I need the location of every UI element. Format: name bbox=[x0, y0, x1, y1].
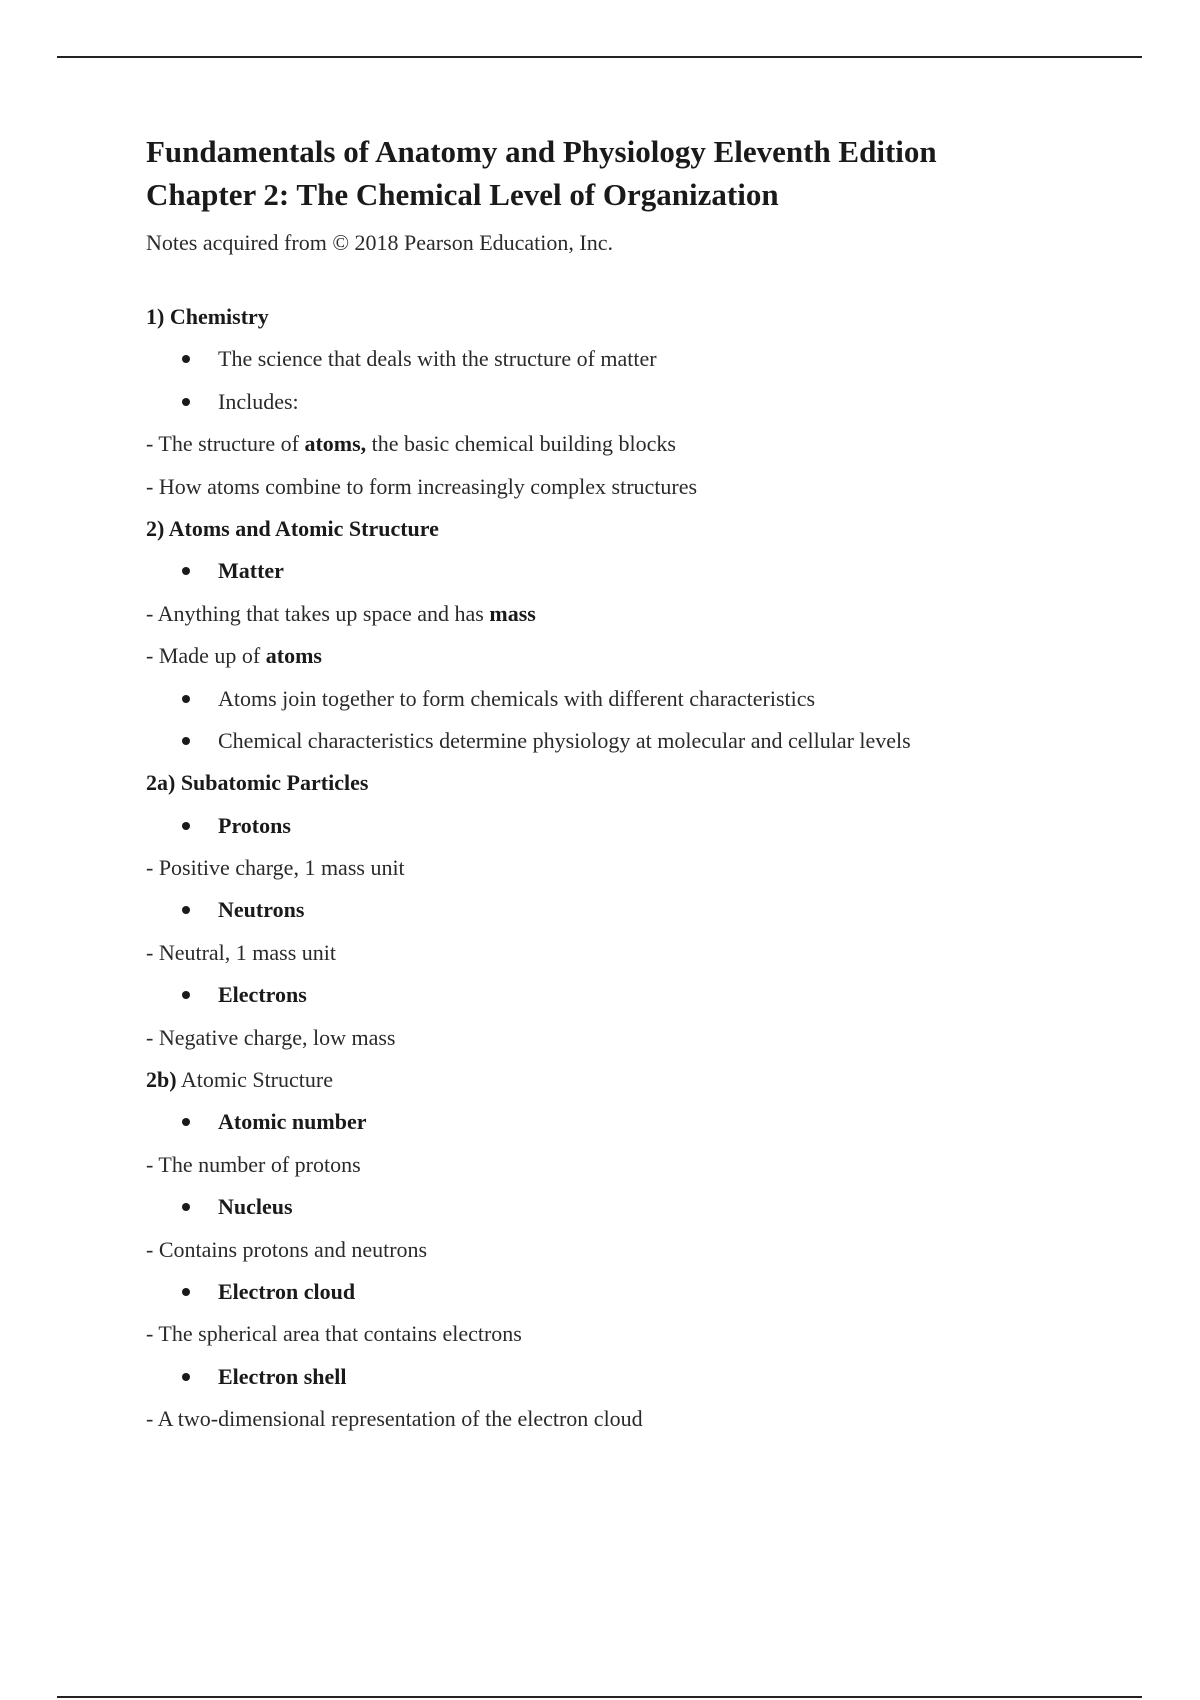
dash-item: - The number of protons bbox=[146, 1151, 361, 1177]
dash-text: - The structure of bbox=[146, 431, 305, 457]
bullet-text: Atoms join together to form chemicals with different characteristics bbox=[218, 685, 816, 711]
bottom-rule bbox=[57, 1696, 1142, 1698]
bullet-term: Electron cloud bbox=[218, 1278, 356, 1304]
bullet-term: Electrons bbox=[218, 982, 307, 1008]
section-heading: 2) Atoms and Atomic Structure bbox=[146, 515, 439, 541]
dash-item: - Contains protons and neutrons bbox=[146, 1236, 428, 1262]
dash-item: - How atoms combine to form increasingly complex structures bbox=[146, 473, 698, 499]
bullet-text: Includes: bbox=[218, 388, 299, 414]
bullet-term: Matter bbox=[218, 558, 284, 584]
title-line-1: Fundamentals of Anatomy and Physiology Eleventh Edition bbox=[146, 134, 937, 169]
document-page bbox=[146, 130, 1106, 1449]
bullet-item bbox=[146, 1194, 1106, 1236]
bullet-item bbox=[146, 346, 1106, 388]
dash-text: - Anything that takes up space and has bbox=[146, 600, 490, 626]
dash-text: - Made up of bbox=[146, 643, 266, 669]
dash-bold-term: atoms, bbox=[304, 431, 367, 457]
section-heading: 2a) Subatomic Particles bbox=[146, 770, 369, 796]
bullet-item bbox=[146, 389, 1106, 431]
section-number: 2b) bbox=[146, 1067, 177, 1093]
bullet-icon bbox=[182, 567, 190, 575]
dash-item: - Negative charge, low mass bbox=[146, 1024, 396, 1050]
bullet-icon bbox=[182, 1118, 190, 1126]
dash-text: the basic chemical building blocks bbox=[366, 431, 676, 457]
dash-item: - Positive charge, 1 mass unit bbox=[146, 855, 405, 881]
bullet-item bbox=[146, 813, 1106, 855]
dash-item bbox=[146, 643, 1106, 685]
bullet-icon bbox=[182, 1373, 190, 1381]
bullet-icon bbox=[182, 398, 190, 406]
top-rule bbox=[57, 56, 1142, 58]
dash-item bbox=[146, 431, 1106, 473]
bullet-icon bbox=[182, 1203, 190, 1211]
bullet-item bbox=[146, 686, 1106, 728]
section-title: Atomic Structure bbox=[176, 1067, 333, 1093]
bullet-term: Electron shell bbox=[218, 1363, 347, 1389]
bullet-icon bbox=[182, 991, 190, 999]
dash-item: - Neutral, 1 mass unit bbox=[146, 939, 337, 965]
bullet-item bbox=[146, 982, 1106, 1024]
section-heading bbox=[146, 1067, 1106, 1109]
bullet-text: The science that deals with the structure of matter bbox=[218, 346, 657, 372]
bullet-item bbox=[146, 897, 1106, 939]
bullet-term: Protons bbox=[218, 812, 291, 838]
bullet-term: Neutrons bbox=[218, 897, 305, 923]
bullet-item bbox=[146, 1279, 1106, 1321]
dash-bold-term: atoms bbox=[265, 643, 322, 669]
bullet-term: Atomic number bbox=[218, 1109, 367, 1135]
dash-bold-term: mass bbox=[489, 600, 536, 626]
dash-item: - A two-dimensional representation of the electron cloud bbox=[146, 1406, 643, 1432]
dash-item bbox=[146, 601, 1106, 643]
section-heading: 1) Chemistry bbox=[146, 304, 269, 329]
source-note: Notes acquired from © 2018 Pearson Education, Inc. bbox=[146, 230, 613, 255]
bullet-icon bbox=[182, 355, 190, 363]
bullet-icon bbox=[182, 737, 190, 745]
document-title bbox=[146, 130, 1106, 216]
bullet-icon bbox=[182, 695, 190, 703]
title-line-2: Chapter 2: The Chemical Level of Organization bbox=[146, 177, 779, 212]
bullet-text: Chemical characteristics determine physiology at molecular and cellular levels bbox=[218, 727, 911, 753]
bullet-item bbox=[146, 1364, 1106, 1406]
bullet-item bbox=[146, 558, 1106, 600]
bullet-item bbox=[146, 1109, 1106, 1151]
notes-body bbox=[146, 304, 1106, 1449]
bullet-item bbox=[146, 728, 1106, 770]
bullet-icon bbox=[182, 1288, 190, 1296]
bullet-icon bbox=[182, 822, 190, 830]
bullet-term: Nucleus bbox=[218, 1194, 293, 1220]
dash-item: - The spherical area that contains electrons bbox=[146, 1321, 522, 1347]
bullet-icon bbox=[182, 906, 190, 914]
